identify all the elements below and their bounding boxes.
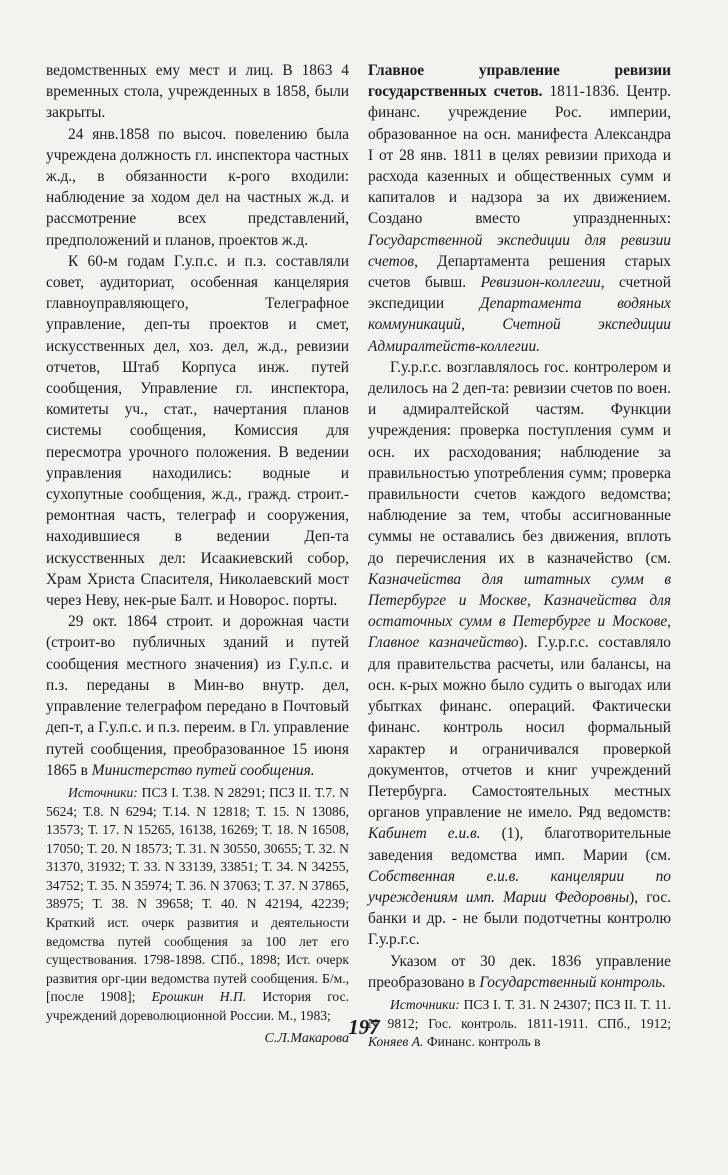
paragraph: К 60-м годам Г.у.п.с. и п.з. составляли совет, аудиториат, особенная канцелярия главноуправляющего, Телеграфное управление, деп-ты проектов и смет, искусственных дел, хоз. дел, ж.д., ревизии отчетов, Штаб Корпуса инж. путей сообщения, Управление гл. инспектора, комитеты уч., стат., начертания планов системы сообщения, Комиссия для пересмотра урочного положения. В ведении управления находились: водные и сухопутные сообщения, ж.д., гражд. строит.-ремонтная часть, телеграф и сооружения, находившиеся в ведении Деп-та искусственных дел: Исаакиевский собор, Храм Христа Спасителя, Николаевский мост через Неву, нек-рые Балт. и Новорос. порты.	[46, 252, 349, 610]
paragraph	[46, 611, 349, 781]
sources-label: Источники:	[390, 996, 460, 1012]
paragraph-text: ). Г.у.р.г.с. составляло для правительства расчеты, или балансы, на осн. к-рых можно было судить о выгодах или убытках финанс. операций. Фактически финанс. контроль носил формальный характер и ограничивался проверкой документов, отчетов и книг учреждений Петербурга. Самостоятельных местных органов управление не имело. Ряд ведомств:	[368, 634, 671, 822]
left-column	[46, 60, 349, 1049]
paragraph: ведомственных ему мест и лиц. В 1863 4 временных стола, учрежденных в 1858, были закрыты.	[46, 62, 349, 122]
cross-reference: Казначейства для штатных сумм в Петербурге и Москве, Казначейства для остаточных сумм в Петербурге и Москове, Главное казначейство	[368, 570, 671, 652]
right-column	[368, 60, 671, 1052]
paragraph-text: Департамента решения старых счетов бывш.	[368, 252, 671, 292]
cross-reference: Государственной экспедиции для ревизии счетов,	[368, 231, 671, 270]
paragraph-text: 1811-1836. Центр. финанс. учреждение Рос. империи, образованное на осн. манифеста Александра I от 28 янв. 1811 в целях ревизии прихода и расхода казенных и общественных сумм и капиталов и надзора за их движением. Создано вместо упраздненных:	[368, 83, 671, 228]
cross-reference: Собственная е.и.в. канцелярии по учреждениям имп. Марии Федоровны	[368, 867, 671, 906]
article-author: С.Л.Макарова	[264, 1030, 349, 1046]
entry-title: Главное управление ревизии государственных счетов.	[368, 62, 671, 101]
paragraph-text: 29 окт. 1864 строит. и дорожная части (строит-во публичных зданий и путей сообщения местного значения) из Г.у.п.с. и п.з. переданы в Мин-во внутр. дел, управление телеграфом передано в Почтовый деп-т, а Г.у.п.с. и п.з. переим. в Гл. управление путей сообщения, преобразованное 15 июня 1865 в	[46, 613, 349, 779]
paragraph: 24 янв.1858 по высоч. повелению была учреждена должность гл. инспектора частных ж.д., в обязанности к-рого входили: наблюдение за ходом дел на частных ж.д. и рассмотрение всех представлений, предположений и планов, проектов ж.д.	[46, 125, 349, 249]
sources-author-ref: Ерошкин Н.П.	[151, 989, 247, 1005]
cross-reference: Министерство путей сообщения.	[91, 761, 315, 779]
paragraph	[368, 951, 671, 993]
cross-reference: Департамента водяных коммуникаций, Счетной экспедиции Адмиралтейств-коллегии.	[368, 295, 671, 355]
cross-reference: Кабинет е.и.в.	[368, 825, 481, 843]
sources-author-ref: Коняев А.	[368, 1034, 424, 1050]
paragraph-text: счетной экспедиции	[368, 274, 671, 313]
paragraph-text: (1), благотворительные заведения ведомства имп. Марии (см.	[368, 825, 671, 864]
paragraph-text: Г.у.р.г.с. возглавлялось гос. контролером и делилось на 2 деп-та: ревизии счетов по воен. и адмиралтейской частям. Функции учреждения: проверка поступления сумм и осн. их расходования; наблюдение за правильностью употребления сумм; проверка правильности счетов каждого ведомства; наблюдение за тем, чтобы ассигнованные суммы не оставались без движения, вплоть до перечисления их в казначейство (см.	[368, 358, 671, 567]
paragraph	[368, 357, 671, 951]
sources-text-tail: История гос. учреждений дореволюционной России. М., 1983;	[46, 989, 349, 1024]
cross-reference: Государственный контроль.	[479, 973, 666, 991]
cross-reference: Ревизион-коллегии,	[480, 274, 605, 292]
entry-paragraph	[368, 60, 671, 357]
sources-text: ПСЗ I. Т. 31. N 24307; ПСЗ II. Т. 11. N 9812; Гос. контроль. 1811-1911. СПб., 1912;	[368, 996, 671, 1031]
paragraph-text: ), гос. банки и др. - не были подотчетны контролю Г.у.р.г.с.	[368, 888, 671, 949]
page-number: 197	[348, 1015, 380, 1039]
sources-text-tail: Финанс. контроль в	[426, 1034, 541, 1050]
sources-label: Источники:	[68, 784, 138, 800]
sources	[46, 784, 349, 1026]
paragraph-text: Указом от 30 дек. 1836 управление преобразовано в	[368, 952, 671, 991]
sources-text: ПСЗ I. Т.38. N 28291; ПСЗ II. Т.7. N 5624; Т.8. N 6294; Т.14. N 12818; Т. 15. N 13086, 13573; Т. 17. N 15265, 16138, 16269; Т. 18. N 16508, 17050; Т. 20. N 18573; Т. 31. N 30550, 30655; Т. 32. N 31370, 31932; Т. 33. N 33139, 33851; Т. 34. N 34255, 34752; Т. 35. N 35974; Т. 36. N 37063; Т. 37. N 37865, 38975; Т. 38. N 39658; Т. 40. N 42194, 42239; Краткий ист. очерк развития и деятельности ведомства путей сообщения за 100 лет его существования. 1798-1898. СПб., 1898; Ист. очерк развития орг-ции ведомства путей сообщения. Б/м., [после 1908];	[46, 784, 349, 1005]
